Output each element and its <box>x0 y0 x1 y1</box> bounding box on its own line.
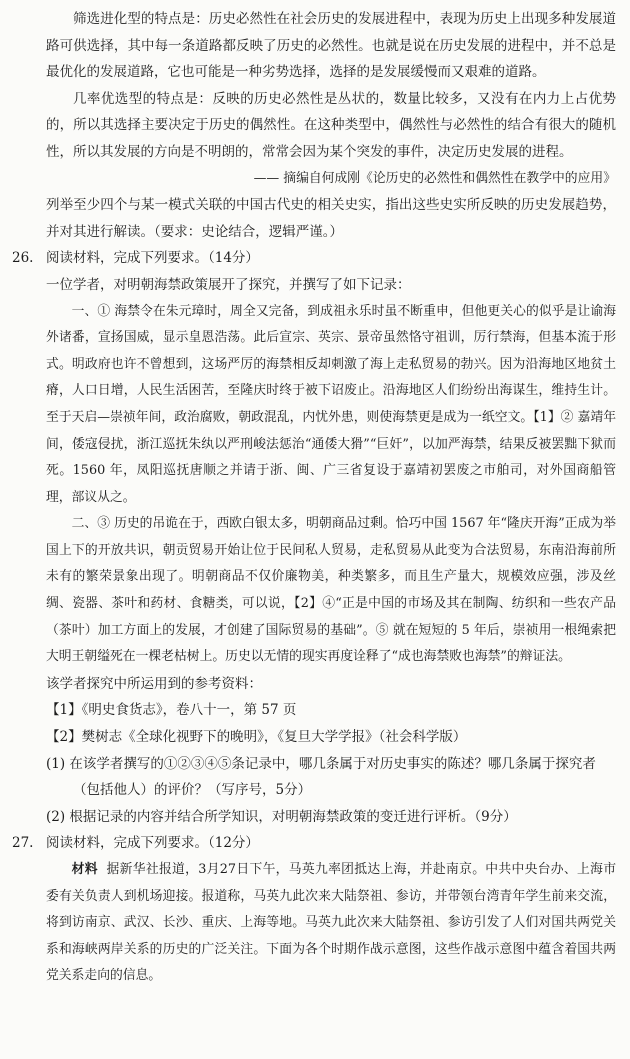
passage-paragraph-1: 筛选进化型的特点是：历史必然性在社会历史的发展进程中，表现为历史上出现多种发展道路可供选择，其中每一条道路都反映了历史的必然性。也就是说在历史发展的进程中，并不总是最优化的发展道路，它也可能是一种劣势选择，选择的是发展缓慢而又艰难的道路。 <box>46 11 616 81</box>
question-26-heading <box>12 245 616 272</box>
sub-question-2: (2) 根据记录的内容并结合所学知识，对明朝海禁政策的变迁进行评析。（9分） <box>46 808 517 825</box>
reference-intro: 该学者探究中所运用到的参考资料： <box>46 675 262 692</box>
material-label: 材料 <box>71 862 98 877</box>
record-paragraph-2: 二、③ 历史的吊诡在于，西欧白银太多，明朝商品过剩。恰巧中国 1567 年“隆庆开海”正成为举国上下的开放共识，朝贡贸易开始让位于民间私人贸易，走私贸易从此变为合法贸易，东南沿海前所未有的繁荣景象出现了。明朝商品不仅价廉物美，种类繁多，而且生产量大，规模效应强，涉及丝绸、瓷器、茶叶和药材、食糖类，可以说，【2】④“正是中国的市场及其在制陶、纺织和一些农产品（茶叶）加工方面上的发展，才创建了国际贸易的基础”。⑤ 就在短短的 5 年后，崇祯用一根绳索把大明王朝缢死在一棵老枯树上。历史以无情的现实再度诠释了“成也海禁败也海禁”的辩证法。 <box>46 516 616 665</box>
reference-1: 【1】《明史食货志》，卷八十一，第 57 页 <box>46 702 297 719</box>
question-27 <box>12 830 616 990</box>
record-paragraph-1: 一、① 海禁令在朱元璋时，周全又完备，到成祖永乐时虽不断重申，但他更关心的似乎是让谕海外诸番，宣扬国威，显示皇恩浩荡。此后宣宗、英宗、景帝虽然恪守祖训，厉行禁海，但基本流于形式。明政府也许不曾想到，这场严厉的海禁相反却刺激了海上走私贸易的勃兴。因为沿海地区地贫土瘠，人口日增，人民生活困苦，至隆庆时终于被下诏废止。沿海地区人们纷纷出海谋生，维持生计。至于天启—崇祯年间，政治腐败，朝政混乱，内忧外患，则使海禁更是成为一纸空文。【1】② 嘉靖年间，倭寇侵扰，浙江巡抚朱纨以严刑峻法惩治“通倭大猾”“巨奸”，以加严海禁，结果反被罢黜下狱而死。1560 年，凤阳巡抚唐顺之并请于浙、闽、广三省复设于嘉靖初罢废之市舶司，对外国商船管理，部议从之。 <box>46 303 616 505</box>
question-number: 27. <box>12 835 34 852</box>
question-26-intro: 一位学者，对明朝海禁政策展开了探究，并撰写了如下记录： <box>46 276 411 293</box>
question-number: 26. <box>12 250 34 267</box>
material-paragraph <box>46 857 616 990</box>
question-title: 阅读材料，完成下列要求。（12分） <box>46 835 259 852</box>
material-text: 据新华社报道，3月27日下午，马英九率团抵达上海，并赴南京。中共中央台办、上海市委有关负责人到机场迎接。报道称，马英九此次来大陆祭祖、参访，并带领台湾青年学生前来交流，将到访南京、武汉、长沙、重庆、上海等地。马英九此次来大陆祭祖、参访引发了人们对国共两党关系和海峡两岸关系的历史的广泛关注。下面为各个时期作战示意图，这些作战示意图中蕴含着国共两党关系走向的信息。 <box>46 862 616 984</box>
reference-2: 【2】樊树志《全球化视野下的晚明》，《复旦大学学报》（社会科学版） <box>46 729 467 746</box>
question-27-heading <box>12 830 616 857</box>
passage-task: 列举至少四个与某一模式关联的中国古代史的相关史实，指出这些史实所反映的历史发展趋势，并对其进行解读。（要求：史论结合，逻辑严谨。） <box>46 197 616 240</box>
passage-paragraph-2: 几率优选型的特点是：反映的历史必然性是丛状的，数量比较多，又没有在内力上占优势的，所以其选择主要决定于历史的偶然性。在这种类型中，偶然性与必然性的结合有很大的随机性，所以其发展的方向是不明朗的，常常会因为某个突发的事件，决定历史发展的进程。 <box>46 90 616 160</box>
passage-source: —— 摘编自何成刚《论历史的必然性和偶然性在教学中的应用》 <box>253 170 616 186</box>
question-26 <box>12 245 616 830</box>
passage-top <box>46 6 616 245</box>
question-title: 阅读材料，完成下列要求。（14分） <box>46 250 259 267</box>
sub-question-1: (1) 在该学者撰写的①②③④⑤条记录中，哪几条属于对历史事实的陈述？哪几条属于探究者（包括他人）的评价？（写序号，5分） <box>46 755 596 799</box>
